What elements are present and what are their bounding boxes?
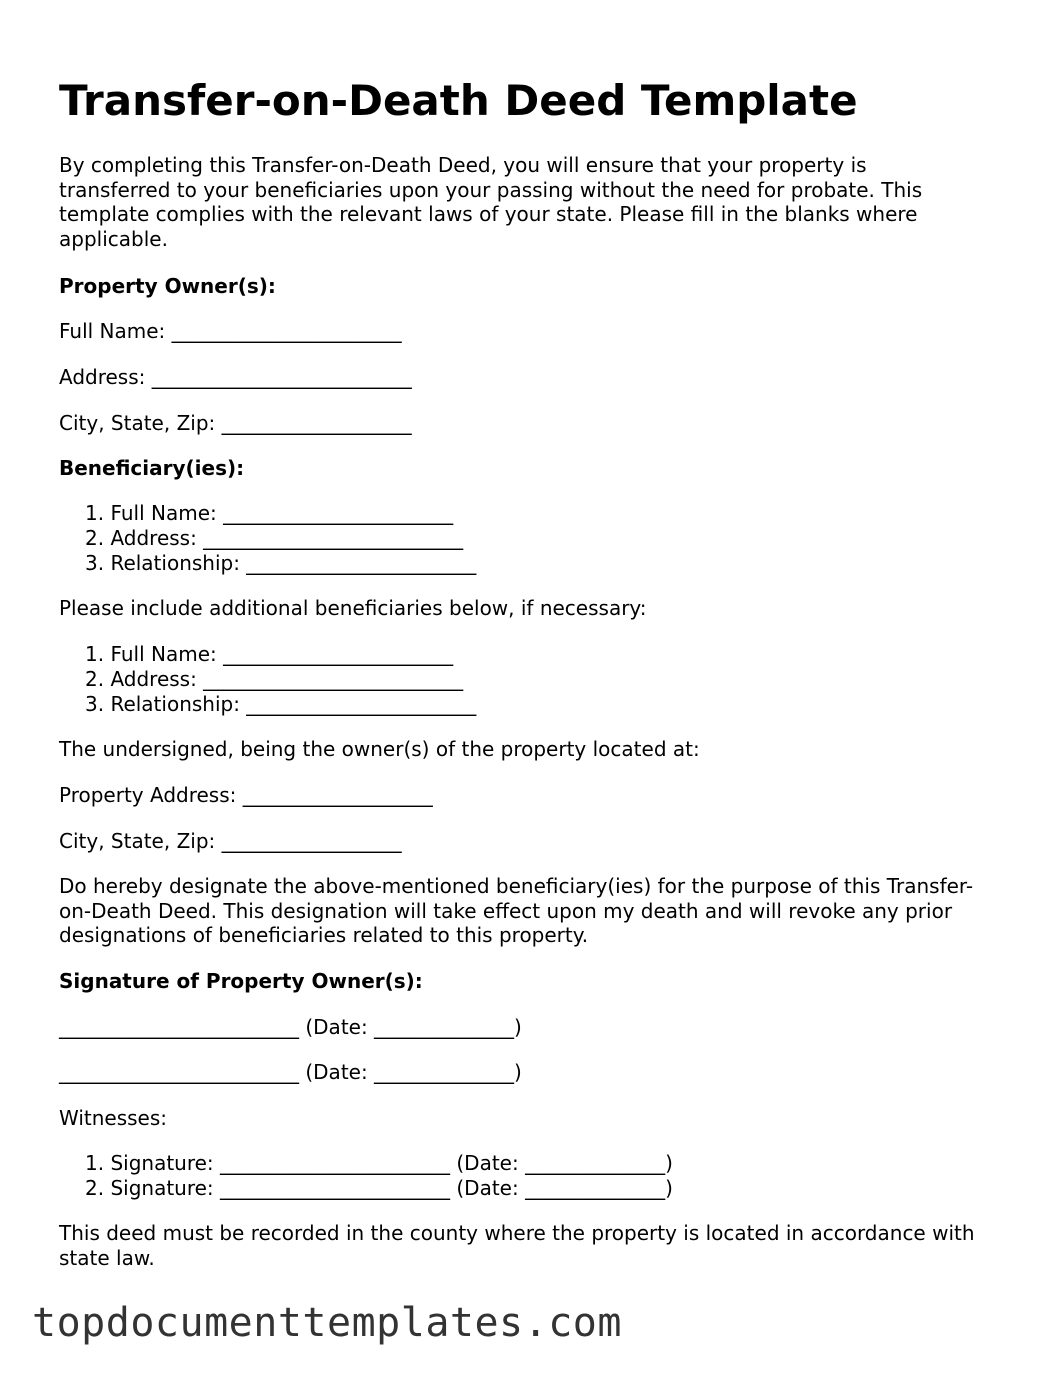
additional-address-field: 2. Address: __________________________ bbox=[85, 667, 464, 691]
witness-signature-line-1: 1. Signature: _______________________ (Date: ______________) bbox=[85, 1151, 673, 1175]
signature-section-heading: Signature of Property Owner(s): bbox=[59, 969, 423, 993]
owner-full-name-field: Full Name: _______________________ bbox=[59, 319, 402, 343]
document-title: Transfer-on-Death Deed Template bbox=[59, 76, 858, 125]
beneficiary-list bbox=[85, 501, 476, 576]
additional-beneficiary-list bbox=[85, 642, 476, 717]
owner-city-state-zip-field: City, State, Zip: ___________________ bbox=[59, 411, 412, 435]
additional-relationship-field: 3. Relationship: _______________________ bbox=[85, 692, 477, 716]
additional-beneficiaries-note: Please include additional beneficiaries below, if necessary: bbox=[59, 596, 647, 620]
recording-note: This deed must be recorded in the county where the property is located in accordance with state law. bbox=[59, 1221, 975, 1270]
owner-section-heading: Property Owner(s): bbox=[59, 274, 276, 298]
property-city-state-zip-field: City, State, Zip: __________________ bbox=[59, 829, 402, 853]
beneficiary-relationship-field: 3. Relationship: _______________________ bbox=[85, 551, 477, 575]
owner-signature-line-1: ________________________ (Date: ______________) bbox=[59, 1015, 522, 1039]
additional-full-name-field: 1. Full Name: _______________________ bbox=[85, 642, 454, 666]
beneficiary-section-heading: Beneficiary(ies): bbox=[59, 456, 245, 480]
beneficiary-address-field: 2. Address: __________________________ bbox=[85, 526, 464, 550]
owner-address-field: Address: __________________________ bbox=[59, 365, 412, 389]
intro-paragraph: By completing this Transfer-on-Death Deed, you will ensure that your property is transferred to your beneficiaries upon your passing without the need for probate. This template complies with the relevant laws of your state. Please fill in the blanks where applicable. bbox=[59, 153, 923, 251]
property-address-field: Property Address: ___________________ bbox=[59, 783, 433, 807]
owner-signature-line-2: ________________________ (Date: ______________) bbox=[59, 1060, 522, 1084]
site-watermark: topdocumenttemplates.com bbox=[32, 1300, 622, 1346]
witness-signature-line-2: 2. Signature: _______________________ (Date: ______________) bbox=[85, 1176, 673, 1200]
beneficiary-full-name-field: 1. Full Name: _______________________ bbox=[85, 501, 454, 525]
designation-paragraph: Do hereby designate the above-mentioned beneficiary(ies) for the purpose of this Transfer-on-Death Deed. This designation will take effect upon my death and will revoke any prior designations of beneficiaries related to this property. bbox=[59, 874, 974, 948]
witness-list bbox=[85, 1151, 673, 1201]
witnesses-heading: Witnesses: bbox=[59, 1106, 168, 1130]
property-statement: The undersigned, being the owner(s) of the property located at: bbox=[59, 737, 700, 761]
